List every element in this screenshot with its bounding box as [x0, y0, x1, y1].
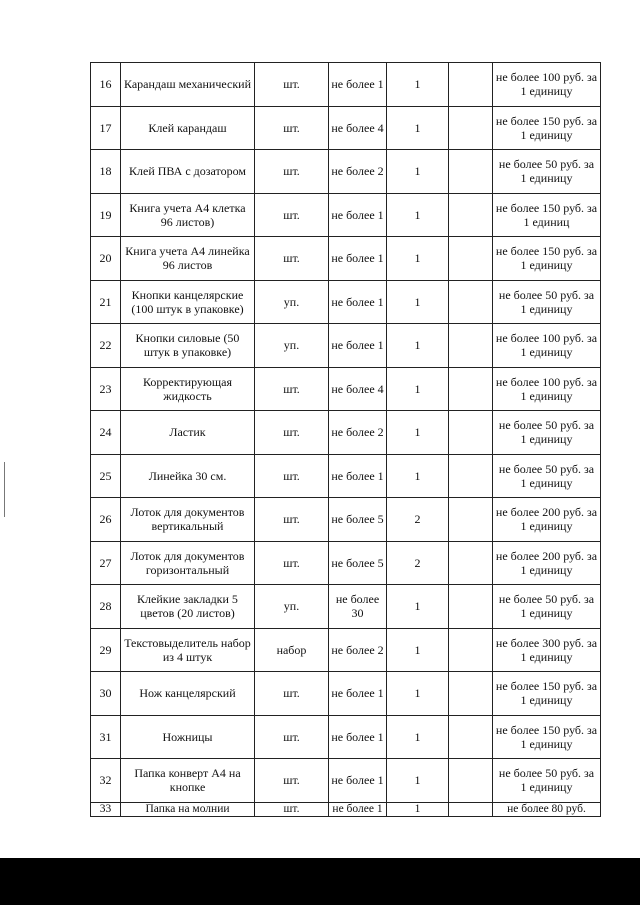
- count-cell: 1: [387, 802, 449, 816]
- count-cell: 1: [387, 628, 449, 672]
- price-cell: не более 50 руб. за 1 единицу: [493, 759, 601, 803]
- unit-cell: шт.: [255, 672, 329, 716]
- empty-cell: [449, 802, 493, 816]
- row-number-cell: 32: [91, 759, 121, 803]
- empty-cell: [449, 324, 493, 368]
- table-row: [91, 628, 601, 672]
- empty-cell: [449, 759, 493, 803]
- quantity-cell: не более 1: [329, 63, 387, 107]
- table-row: [91, 367, 601, 411]
- unit-cell: уп.: [255, 324, 329, 368]
- row-number-cell: 17: [91, 106, 121, 150]
- count-cell: 1: [387, 106, 449, 150]
- unit-cell: шт.: [255, 802, 329, 816]
- price-cell: не более 50 руб. за 1 единицу: [493, 411, 601, 455]
- row-number-cell: 19: [91, 193, 121, 237]
- item-name-cell: Клейкие закладки 5 цветов (20 листов): [121, 585, 255, 629]
- unit-cell: уп.: [255, 585, 329, 629]
- quantity-cell: не более 1: [329, 280, 387, 324]
- count-cell: 1: [387, 63, 449, 107]
- price-cell: не более 50 руб. за 1 единицу: [493, 280, 601, 324]
- row-number-cell: 23: [91, 367, 121, 411]
- count-cell: 1: [387, 324, 449, 368]
- price-cell: не более 150 руб. за 1 единицу: [493, 672, 601, 716]
- table-row: [91, 454, 601, 498]
- count-cell: 1: [387, 280, 449, 324]
- empty-cell: [449, 454, 493, 498]
- price-cell: не более 50 руб. за 1 единицу: [493, 585, 601, 629]
- quantity-cell: не более 4: [329, 367, 387, 411]
- empty-cell: [449, 585, 493, 629]
- unit-cell: шт.: [255, 150, 329, 194]
- goods-table: [90, 62, 601, 817]
- table-row: [91, 150, 601, 194]
- row-number-cell: 20: [91, 237, 121, 281]
- table-row: [91, 802, 601, 816]
- unit-cell: набор: [255, 628, 329, 672]
- count-cell: 1: [387, 672, 449, 716]
- row-number-cell: 18: [91, 150, 121, 194]
- price-cell: не более 100 руб. за 1 единицу: [493, 367, 601, 411]
- empty-cell: [449, 63, 493, 107]
- table-row: [91, 541, 601, 585]
- row-number-cell: 28: [91, 585, 121, 629]
- price-cell: не более 100 руб. за 1 единицу: [493, 63, 601, 107]
- row-number-cell: 25: [91, 454, 121, 498]
- quantity-cell: не более 2: [329, 411, 387, 455]
- table-row: [91, 63, 601, 107]
- price-cell: не более 150 руб. за 1 единиц: [493, 193, 601, 237]
- count-cell: 1: [387, 150, 449, 194]
- empty-cell: [449, 411, 493, 455]
- row-number-cell: 16: [91, 63, 121, 107]
- price-cell: не более 150 руб. за 1 единицу: [493, 237, 601, 281]
- price-cell: не более 300 руб. за 1 единицу: [493, 628, 601, 672]
- price-cell: не более 200 руб. за 1 единицу: [493, 498, 601, 542]
- scan-bottom-border: [0, 858, 640, 905]
- count-cell: 1: [387, 367, 449, 411]
- count-cell: 1: [387, 193, 449, 237]
- item-name-cell: Лоток для документов горизонтальный: [121, 541, 255, 585]
- quantity-cell: не более 1: [329, 193, 387, 237]
- empty-cell: [449, 628, 493, 672]
- row-number-cell: 21: [91, 280, 121, 324]
- row-number-cell: 24: [91, 411, 121, 455]
- count-cell: 2: [387, 498, 449, 542]
- item-name-cell: Папка конверт А4 на кнопке: [121, 759, 255, 803]
- item-name-cell: Папка на молнии: [121, 802, 255, 816]
- count-cell: 1: [387, 759, 449, 803]
- count-cell: 1: [387, 715, 449, 759]
- row-number-cell: 29: [91, 628, 121, 672]
- unit-cell: шт.: [255, 498, 329, 542]
- empty-cell: [449, 541, 493, 585]
- row-number-cell: 30: [91, 672, 121, 716]
- item-name-cell: Линейка 30 см.: [121, 454, 255, 498]
- row-number-cell: 26: [91, 498, 121, 542]
- table-row: [91, 759, 601, 803]
- unit-cell: шт.: [255, 367, 329, 411]
- table-row: [91, 672, 601, 716]
- price-cell: не более 200 руб. за 1 единицу: [493, 541, 601, 585]
- table-row: [91, 715, 601, 759]
- count-cell: 1: [387, 454, 449, 498]
- table-row: [91, 324, 601, 368]
- price-cell: не более 50 руб. за 1 единицу: [493, 454, 601, 498]
- quantity-cell: не более 1: [329, 672, 387, 716]
- quantity-cell: не более 1: [329, 454, 387, 498]
- unit-cell: шт.: [255, 106, 329, 150]
- item-name-cell: Текстовыделитель набор из 4 штук: [121, 628, 255, 672]
- quantity-cell: не более 5: [329, 541, 387, 585]
- price-cell: не более 80 руб.: [493, 802, 601, 816]
- unit-cell: шт.: [255, 541, 329, 585]
- table-row: [91, 280, 601, 324]
- item-name-cell: Ножницы: [121, 715, 255, 759]
- table-row: [91, 411, 601, 455]
- item-name-cell: Клей карандаш: [121, 106, 255, 150]
- table-row: [91, 106, 601, 150]
- quantity-cell: не более 1: [329, 237, 387, 281]
- unit-cell: шт.: [255, 193, 329, 237]
- quantity-cell: не более 1: [329, 802, 387, 816]
- unit-cell: шт.: [255, 454, 329, 498]
- quantity-cell: не более 1: [329, 324, 387, 368]
- item-name-cell: Кнопки силовые (50 штук в упаковке): [121, 324, 255, 368]
- empty-cell: [449, 672, 493, 716]
- row-number-cell: 27: [91, 541, 121, 585]
- quantity-cell: не более 5: [329, 498, 387, 542]
- price-cell: не более 150 руб. за 1 единицу: [493, 715, 601, 759]
- count-cell: 1: [387, 585, 449, 629]
- row-number-cell: 33: [91, 802, 121, 816]
- count-cell: 2: [387, 541, 449, 585]
- quantity-cell: не более 2: [329, 628, 387, 672]
- quantity-cell: не более 2: [329, 150, 387, 194]
- empty-cell: [449, 150, 493, 194]
- item-name-cell: Корректирующая жидкость: [121, 367, 255, 411]
- quantity-cell: не более 30: [329, 585, 387, 629]
- item-name-cell: Кнопки канцелярские (100 штук в упаковке): [121, 280, 255, 324]
- row-number-cell: 22: [91, 324, 121, 368]
- goods-table-body: [91, 63, 601, 817]
- item-name-cell: Ластик: [121, 411, 255, 455]
- empty-cell: [449, 280, 493, 324]
- table-row: [91, 498, 601, 542]
- item-name-cell: Книга учета А4 клетка 96 листов): [121, 193, 255, 237]
- unit-cell: шт.: [255, 411, 329, 455]
- item-name-cell: Карандаш механический: [121, 63, 255, 107]
- item-name-cell: Нож канцелярский: [121, 672, 255, 716]
- empty-cell: [449, 498, 493, 542]
- unit-cell: шт.: [255, 759, 329, 803]
- quantity-cell: не более 4: [329, 106, 387, 150]
- empty-cell: [449, 193, 493, 237]
- item-name-cell: Лоток для документов вертикальный: [121, 498, 255, 542]
- unit-cell: шт.: [255, 715, 329, 759]
- quantity-cell: не более 1: [329, 759, 387, 803]
- quantity-cell: не более 1: [329, 715, 387, 759]
- item-name-cell: Книга учета А4 линейка 96 листов: [121, 237, 255, 281]
- item-name-cell: Клей ПВА с дозатором: [121, 150, 255, 194]
- empty-cell: [449, 715, 493, 759]
- table-row: [91, 585, 601, 629]
- price-cell: не более 150 руб. за 1 единицу: [493, 106, 601, 150]
- empty-cell: [449, 367, 493, 411]
- unit-cell: уп.: [255, 280, 329, 324]
- price-cell: не более 100 руб. за 1 единицу: [493, 324, 601, 368]
- count-cell: 1: [387, 237, 449, 281]
- empty-cell: [449, 237, 493, 281]
- table-row: [91, 237, 601, 281]
- scan-artifact-line: [4, 462, 5, 517]
- count-cell: 1: [387, 411, 449, 455]
- unit-cell: шт.: [255, 237, 329, 281]
- price-cell: не более 50 руб. за 1 единицу: [493, 150, 601, 194]
- row-number-cell: 31: [91, 715, 121, 759]
- unit-cell: шт.: [255, 63, 329, 107]
- empty-cell: [449, 106, 493, 150]
- table-row: [91, 193, 601, 237]
